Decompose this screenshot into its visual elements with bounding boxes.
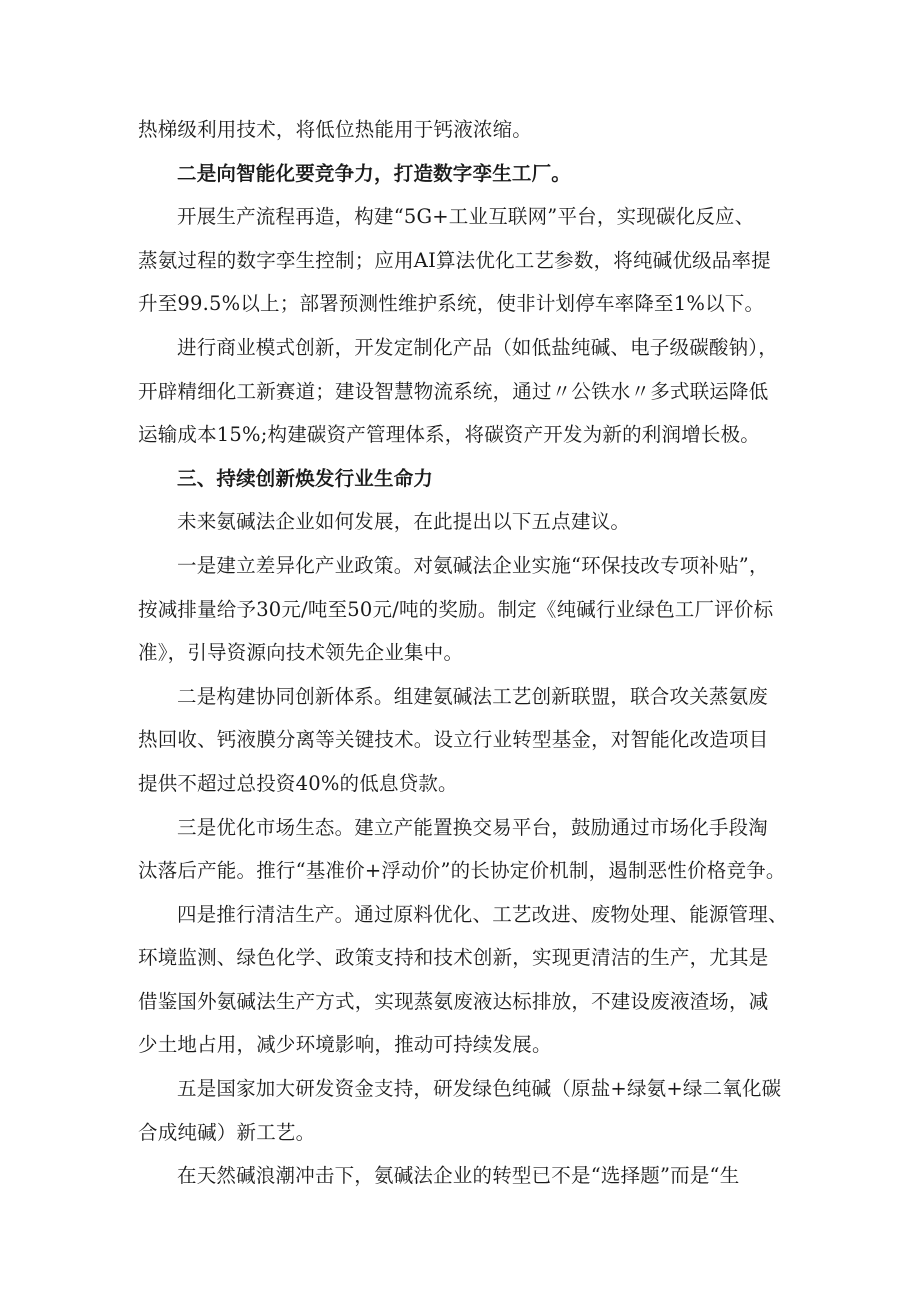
text-line: 少土地占用，减少环境影响，推动可持续发展。 bbox=[138, 1033, 552, 1057]
text-line: 三是优化市场生态。建立产能置换交易平台，鼓励通过市场化手段淘 bbox=[177, 815, 769, 839]
text-line: 蒸氨过程的数字孪生控制；应用AI算法优化工艺参数，将纯碱优级品率提 bbox=[138, 248, 771, 272]
text-line: 准》，引导资源向技术领先企业集中。 bbox=[138, 641, 464, 665]
text-line: 按减排量给予30元/吨至50元/吨的奖励。制定《纯碱行业绿色工厂评价标 bbox=[138, 597, 774, 621]
text-line: 二是构建协同创新体系。组建氨碱法工艺创新联盟，联合攻关蒸氨废 bbox=[177, 684, 769, 708]
text-line: 进行商业模式创新，开发定制化产品（如低盐纯碱、电子级碳酸钠）， bbox=[177, 335, 778, 359]
section-heading-line: 三、持续创新焕发行业生命力 bbox=[177, 466, 434, 490]
text-line: 未来氨碱法企业如何发展，在此提出以下五点建议。 bbox=[177, 510, 631, 534]
text-line: 环境监测、绿色化学、政策支持和技术创新，实现更清洁的生产，尤其是 bbox=[138, 946, 769, 970]
text-line: 热回收、钙液膜分离等关键技术。设立行业转型基金，对智能化改造项目 bbox=[138, 728, 769, 752]
text-line: 热梯级利用技术，将低位热能用于钙液浓缩。 bbox=[138, 118, 533, 141]
text-line: 四是推行清洁生产。通过原料优化、工艺改进、废物处理、能源管理、 bbox=[177, 902, 788, 926]
text-line: 开展生产流程再造，构建“5G+工业互联网”平台，实现碳化反应、 bbox=[177, 205, 755, 229]
text-line: 汰落后产能。推行“基准价+浮动价”的长协定价机制，遏制恶性价格竞争。 bbox=[138, 859, 786, 883]
text-line: 借鉴国外氨碱法生产方式，实现蒸氨废液达标排放，不建设废液渣场，减 bbox=[138, 989, 769, 1013]
text-line: 开辟精细化工新赛道；建设智慧物流系统，通过〃公铁水〃多式联运降低 bbox=[138, 379, 769, 403]
text-line: 合成纯碱）新工艺。 bbox=[138, 1120, 316, 1144]
text-line: 五是国家加大研发资金支持，研发绿色纯碱（原盐+绿氨+绿二氧化碳 bbox=[177, 1077, 782, 1101]
section-heading-line: 二是向智能化要竞争力，打造数字孪生工厂。 bbox=[177, 161, 572, 185]
text-line: 一是建立差异化产业政策。对氨碱法企业实施“环保技改专项补贴”， bbox=[177, 553, 769, 577]
text-line: 在天然碱浪潮冲击下，氨碱法企业的转型已不是“选择题”而是“生 bbox=[177, 1164, 740, 1188]
text-line: 升至99.5%以上；部署预测性维护系统，使非计划停车率降至1%以下。 bbox=[138, 292, 765, 316]
text-line: 运输成本15%;构建碳资产管理体系，将碳资产开发为新的利润增长极。 bbox=[138, 423, 761, 447]
text-line: 提供不超过总投资40%的低息贷款。 bbox=[138, 771, 458, 795]
document-body bbox=[138, 108, 798, 1198]
